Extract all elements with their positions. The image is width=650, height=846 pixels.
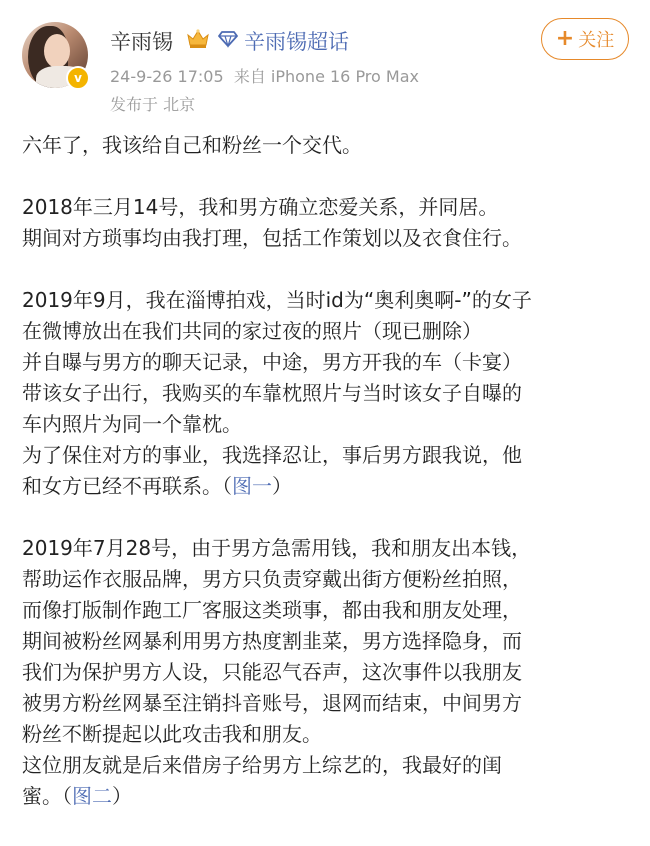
post-meta bbox=[110, 64, 419, 87]
paragraph-2 bbox=[22, 192, 632, 254]
text-line bbox=[22, 474, 292, 498]
text-line: 粉丝不断提起以此攻击我和朋友。 bbox=[22, 722, 322, 746]
text-line: 期间对方琐事均由我打理，包括工作策划以及衣食住行。 bbox=[22, 226, 522, 250]
image-ref-link[interactable]: 图二 bbox=[72, 784, 112, 808]
paragraph-4 bbox=[22, 533, 632, 812]
text-line: 这位朋友就是后来借房子给男方上综艺的，我最好的闺 bbox=[22, 753, 502, 777]
text-fragment: ） bbox=[272, 474, 292, 498]
paragraph-3 bbox=[22, 285, 632, 502]
post-source[interactable]: 来自 iPhone 16 Pro Max bbox=[233, 67, 419, 86]
text-fragment: 蜜。（ bbox=[22, 784, 72, 808]
verified-badge-icon: v bbox=[66, 66, 90, 90]
text-line: 2019年9月，我在淄博拍戏，当时id为“奥利奥啊-”的女子 bbox=[22, 288, 532, 312]
text-line: 带该女子出行，我购买的车靠枕照片与当时该女子自曝的 bbox=[22, 381, 522, 405]
text-line: 2019年7月28号，由于男方急需用钱，我和朋友出本钱， bbox=[22, 536, 532, 560]
topic-link[interactable]: 辛雨锡超话 bbox=[244, 30, 349, 54]
post-content bbox=[22, 130, 632, 812]
text-line bbox=[22, 784, 132, 808]
plus-icon: + bbox=[555, 26, 575, 51]
diamond-icon bbox=[218, 30, 238, 48]
text-line: 在微博放出在我们共同的家过夜的照片（现已删除） bbox=[22, 319, 482, 343]
follow-label: 关注 bbox=[578, 30, 615, 51]
post-location: 发布于 北京 bbox=[110, 95, 196, 114]
image-ref-link[interactable]: 图一 bbox=[232, 474, 272, 498]
text-line: 我们为保护男方人设，只能忍气吞声，这次事件以我朋友 bbox=[22, 660, 522, 684]
text-line: 期间被粉丝网暴利用男方热度割韭菜，男方选择隐身，而 bbox=[22, 629, 522, 653]
text-line: 并自曝与男方的聊天记录，中途，男方开我的车（卡宴） bbox=[22, 350, 522, 374]
text-line: 被男方粉丝网暴至注销抖音账号，退网而结束，中间男方 bbox=[22, 691, 522, 715]
paragraph-1 bbox=[22, 130, 632, 161]
avatar-face bbox=[44, 34, 70, 68]
text-line: 为了保住对方的事业，我选择忍让，事后男方跟我说，他 bbox=[22, 443, 522, 467]
text-line: 六年了，我该给自己和粉丝一个交代。 bbox=[22, 133, 362, 157]
post-timestamp: 24-9-26 17:05 bbox=[110, 67, 224, 86]
text-line: 帮助运作衣服品牌，男方只负责穿戴出街方便粉丝拍照， bbox=[22, 567, 522, 591]
text-line: 2018年三月14号，我和男方确立恋爱关系，并同居。 bbox=[22, 195, 499, 219]
text-fragment: 和女方已经不再联系。（ bbox=[22, 474, 232, 498]
text-line: 而像打版制作跑工厂客服这类琐事，都由我和朋友处理， bbox=[22, 598, 522, 622]
text-line: 车内照片为同一个靠枕。 bbox=[22, 412, 242, 436]
crown-icon bbox=[186, 27, 210, 49]
follow-button[interactable] bbox=[541, 18, 629, 60]
text-fragment: ） bbox=[112, 784, 132, 808]
username[interactable]: 辛雨锡 bbox=[110, 30, 173, 54]
